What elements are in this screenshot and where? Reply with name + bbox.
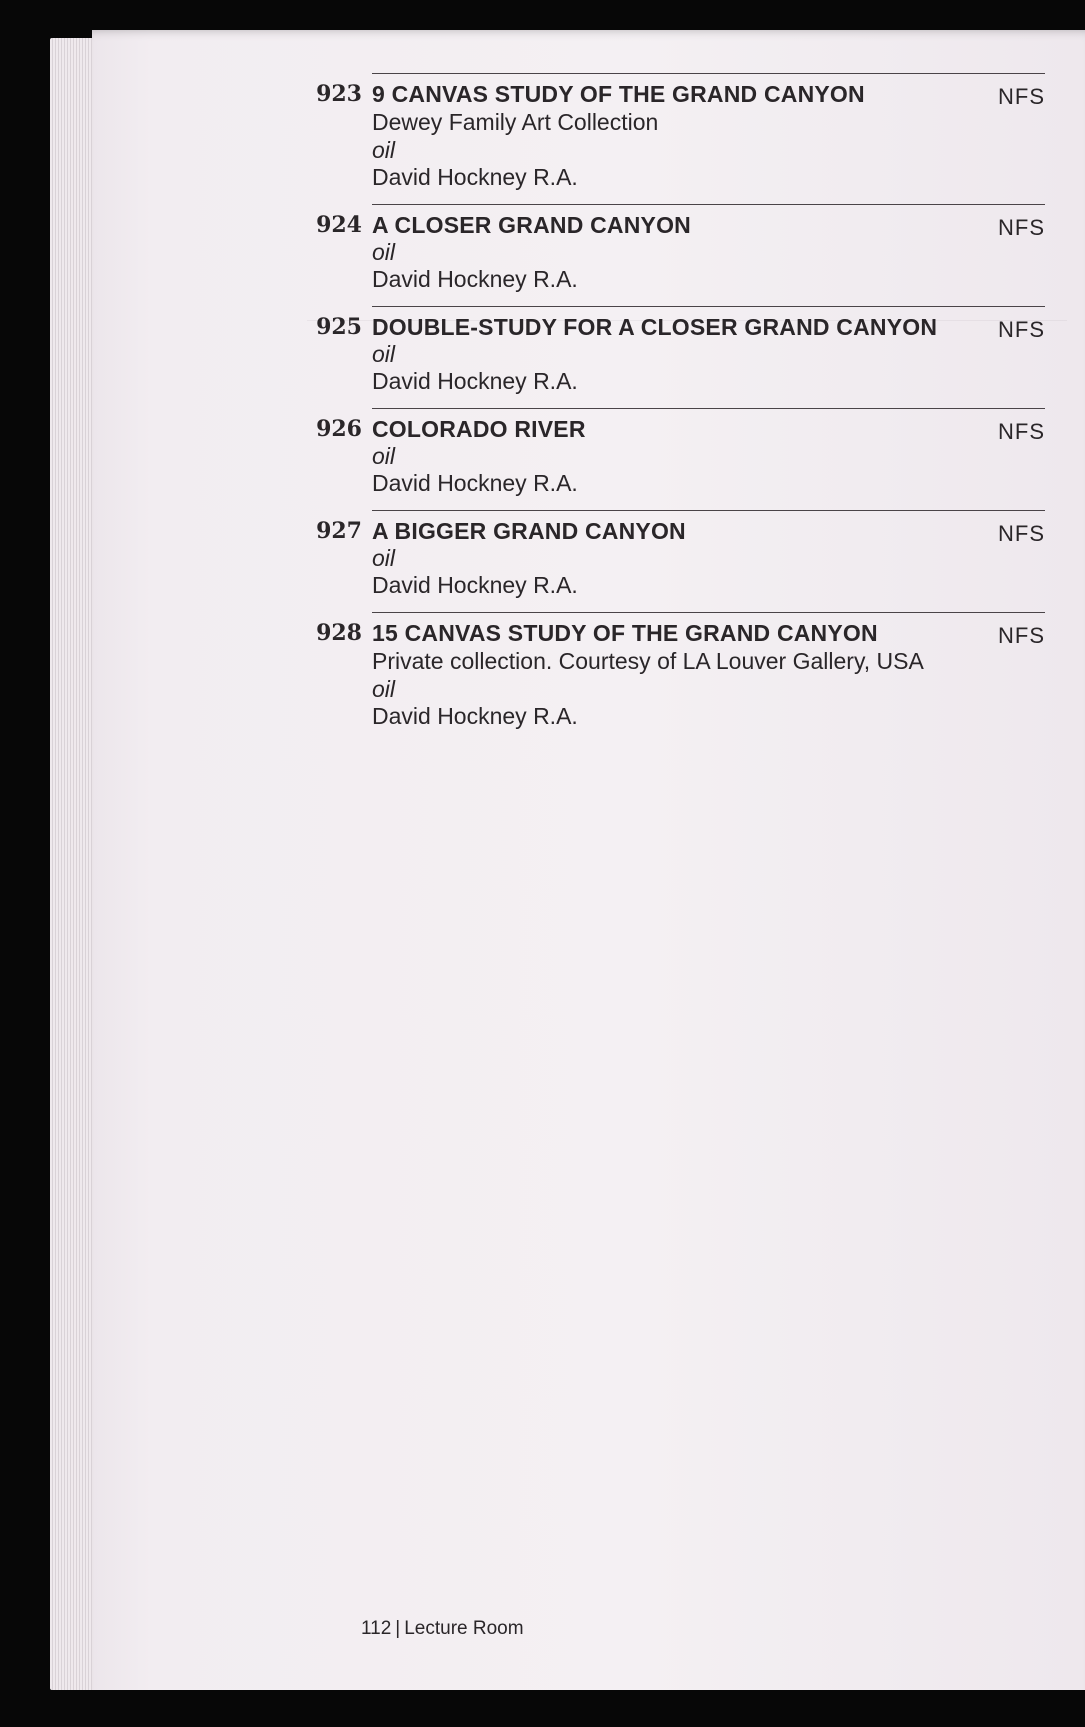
catalogue-entry	[316, 306, 1045, 408]
entry-price: NFS	[998, 215, 1045, 240]
entry-title: DOUBLE-STUDY FOR A CLOSER GRAND CANYON	[372, 314, 938, 340]
catalogue-entry	[316, 204, 1045, 306]
entry-title: 15 CANVAS STUDY OF THE GRAND CANYON	[372, 620, 878, 646]
entry-price: NFS	[998, 419, 1045, 444]
entry-number: 927	[316, 518, 362, 544]
entry-medium: oil	[372, 545, 396, 571]
entry-number: 923	[316, 81, 362, 107]
entry-artist: David Hockney R.A.	[372, 368, 578, 394]
entry-number: 924	[316, 212, 362, 238]
entry-owner: Private collection. Courtesy of LA Louver Gallery, USA	[372, 648, 924, 674]
entry-medium: oil	[372, 676, 396, 702]
section-name: Lecture Room	[404, 1618, 524, 1639]
entry-price: NFS	[998, 521, 1045, 546]
entry-price: NFS	[998, 623, 1045, 648]
catalogue-entry	[316, 612, 1045, 743]
footer-separator: |	[395, 1618, 401, 1639]
entry-price: NFS	[998, 317, 1045, 342]
entry-price: NFS	[998, 84, 1045, 109]
entry-number: 926	[316, 416, 362, 442]
entry-artist: David Hockney R.A.	[372, 164, 578, 190]
entry-title: A CLOSER GRAND CANYON	[372, 212, 691, 238]
entry-medium: oil	[372, 341, 396, 367]
catalogue-list	[300, 73, 1045, 743]
page-footer	[361, 1618, 524, 1640]
entry-medium: oil	[372, 239, 396, 265]
entry-title: A BIGGER GRAND CANYON	[372, 518, 686, 544]
entry-owner: Dewey Family Art Collection	[372, 109, 659, 135]
catalogue-entry	[316, 408, 1045, 510]
catalogue-entry	[316, 73, 1045, 204]
entry-number: 928	[316, 620, 362, 646]
entry-number: 925	[316, 314, 362, 340]
page-number: 112	[361, 1618, 392, 1639]
entry-medium: oil	[372, 137, 396, 163]
entry-artist: David Hockney R.A.	[372, 703, 578, 729]
entry-title: COLORADO RIVER	[372, 416, 586, 442]
entry-artist: David Hockney R.A.	[372, 470, 578, 496]
entry-artist: David Hockney R.A.	[372, 266, 578, 292]
entry-medium: oil	[372, 443, 396, 469]
entry-title: 9 CANVAS STUDY OF THE GRAND CANYON	[372, 81, 865, 107]
catalogue-entry	[316, 510, 1045, 612]
entry-artist: David Hockney R.A.	[372, 572, 578, 598]
